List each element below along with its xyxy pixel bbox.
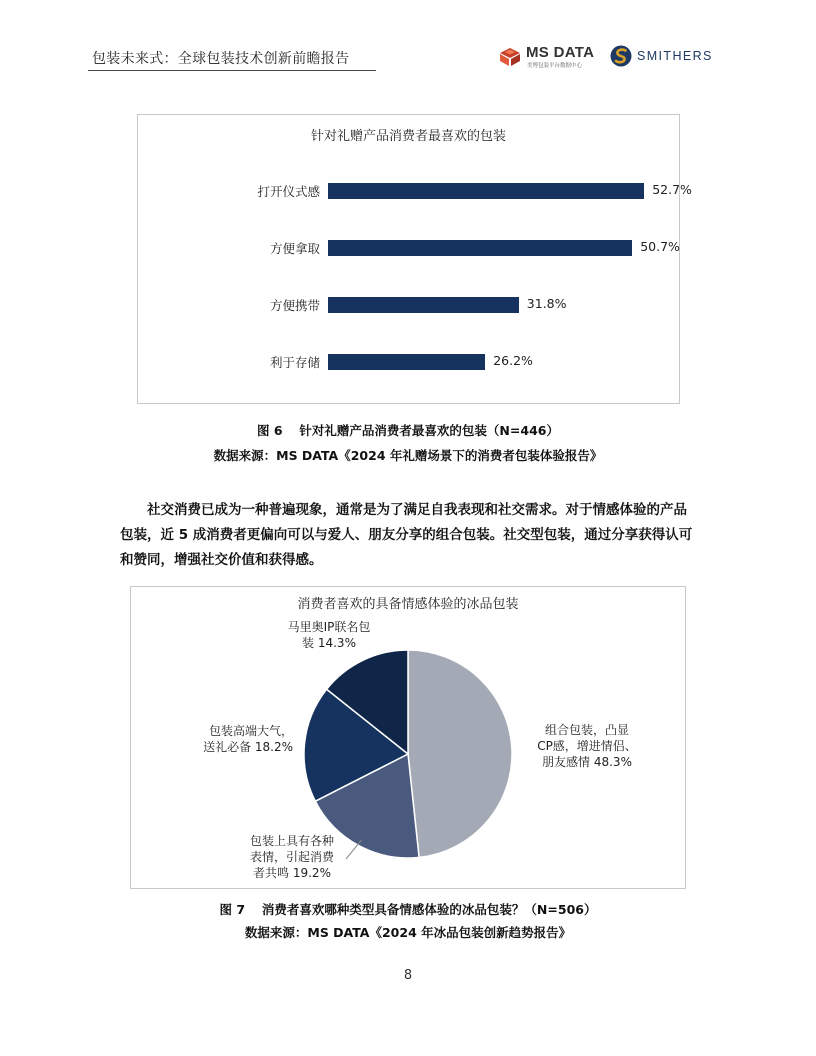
pie-slice-label-line: 表情，引起消费 — [249, 850, 334, 864]
bar-category-label: 利于存储 — [269, 355, 320, 370]
bar-category-label: 方便携带 — [269, 298, 320, 313]
bar-mark — [328, 183, 644, 199]
smithers-s-icon — [610, 44, 632, 68]
figure-6-bar-chart — [137, 114, 692, 404]
ms-data-logo-subtext: 美博包装平台数据中心 — [527, 63, 583, 69]
pie-slice-label-line: 包装上具有各种 — [249, 834, 334, 848]
figure-7-chart-title: 消费者喜欢的具备情感体验的冰品包装 — [297, 597, 519, 612]
figure-6-source: 数据来源：MS DATA《2024 年礼赠场景下的消费者包装体验报告》 — [213, 448, 603, 463]
figure-6-caption: 图 6 针对礼赠产品消费者最喜欢的包装（N=446） — [257, 423, 559, 438]
figure-7-source: 数据来源：MS DATA《2024 年冰品包装创新趋势报告》 — [244, 925, 572, 940]
figure-6-chart-title: 针对礼赠产品消费者最喜欢的包装 — [310, 129, 506, 144]
pie-slice-label-line: 者共鸣 19.2% — [253, 866, 331, 880]
figure-7-pie-chart — [130, 586, 686, 889]
pie-slice-label-line: 装 14.3% — [302, 636, 356, 650]
page-header — [88, 42, 728, 74]
smithers-logo-text: SMITHERS — [637, 49, 713, 63]
report-title: 包装未来式：全球包装技术创新前瞻报告 — [92, 51, 350, 67]
bar-value-label: 50.7% — [640, 239, 680, 254]
bar-value-label: 52.7% — [652, 182, 692, 197]
pie-slice-label — [271, 619, 387, 651]
bar-mark — [328, 240, 632, 256]
bar-category-label: 方便拿取 — [269, 241, 320, 256]
pie-slice-label-line: 马里奥IP联名包 — [287, 620, 371, 634]
body-paragraph — [120, 498, 696, 573]
pie-slice-label — [239, 833, 345, 881]
page-number: 8 — [403, 968, 413, 983]
smithers-logo — [610, 44, 728, 70]
ms-data-logo — [498, 44, 602, 70]
pie-slice — [408, 650, 512, 857]
pie-slice-label-line: CP感，增进情侣、 — [537, 739, 637, 753]
header-underline — [88, 70, 376, 71]
bar-category-label: 打开仪式感 — [257, 184, 320, 199]
pie-slice-label-line: 组合包装，凸显 — [544, 723, 629, 737]
figure-7-caption: 图 7 消费者喜欢哪种类型具备情感体验的冰品包装？（N=506） — [219, 902, 597, 917]
pie-slice-label-line: 包装高端大气， — [208, 724, 293, 738]
pie-slice-label-line: 送礼必备 18.2% — [203, 740, 293, 754]
ms-data-logo-text: MS DATA — [526, 44, 595, 61]
pie-slice-label — [181, 723, 293, 755]
pie-slice-label — [531, 722, 643, 770]
bar-mark — [328, 354, 485, 370]
bar-mark — [328, 297, 519, 313]
body-paragraph-text: 社交消费已成为一种普遍现象，通常是为了满足自我表现和社交需求。对于情感体验的产品包装，近 5 成消费者更偏向可以与爱人、朋友分享的组合包装。社交型包装，通过分享获得认可和赞同，增强社交价值和获得感。 — [120, 502, 693, 568]
bar-value-label: 26.2% — [493, 353, 533, 368]
ms-data-cube-icon — [498, 47, 522, 67]
pie-slice-label-line: 朋友感情 48.3% — [542, 755, 632, 769]
bar-value-label: 31.8% — [526, 296, 567, 311]
